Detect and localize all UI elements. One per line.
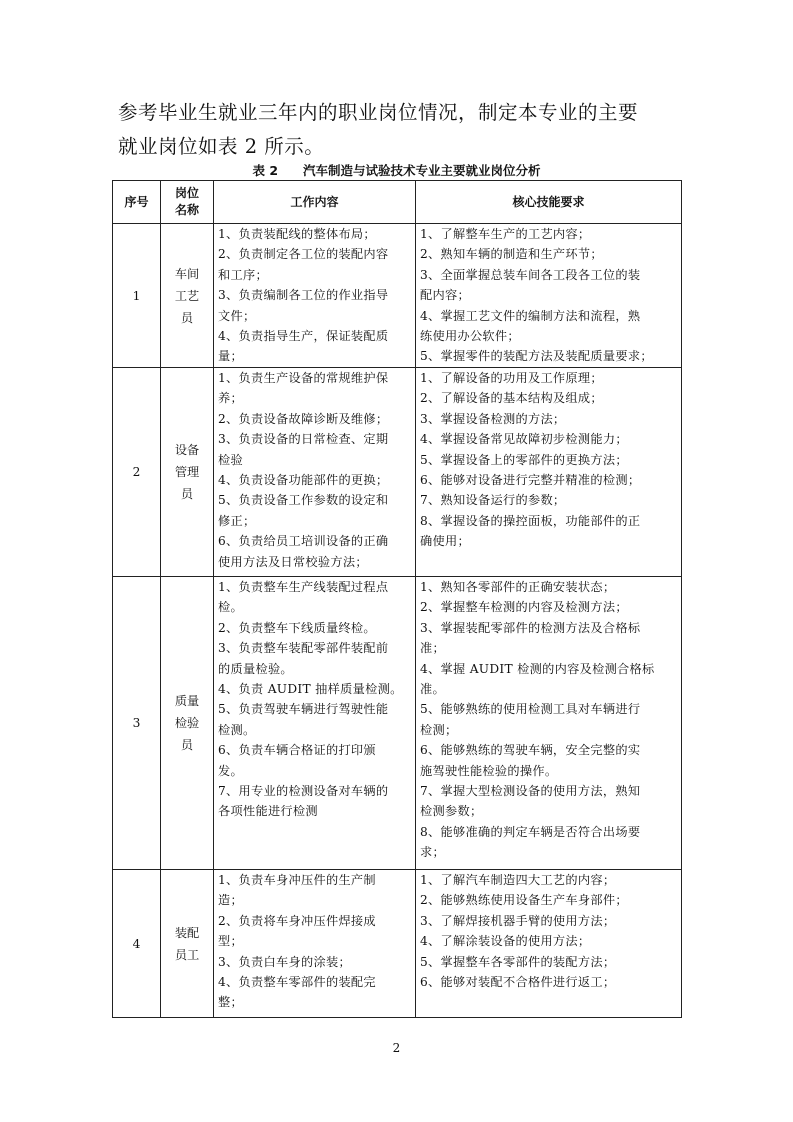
core-skills-line: 2、了解设备的基本结构及组成； — [420, 391, 603, 406]
core-skills-line: 3、了解焊接机器手臂的使用方法； — [420, 913, 616, 928]
role-name-line: 员 — [180, 487, 194, 501]
work-content-line: 养； — [218, 391, 243, 406]
work-content-line: 2、负责整车下线质量终检。 — [218, 620, 376, 635]
core-skills-line: 检测参数； — [420, 804, 483, 819]
work-content-line: 4、负责指导生产，保证装配质 — [218, 329, 389, 344]
core-skills-line: 1、了解汽车制造四大工艺的内容； — [420, 873, 616, 887]
header-role — [161, 181, 214, 224]
work-content-line: 3、负责编制各工位的作业指导 — [218, 288, 389, 303]
work-content-line: 2、负责制定各工位的装配内容 — [218, 247, 389, 262]
role-name-line: 装配 — [174, 925, 200, 940]
core-skills-line: 练使用办公软件； — [420, 329, 520, 344]
role-name-line: 工艺 — [174, 288, 200, 303]
core-skills-line: 7、熟知设备运行的参数； — [420, 493, 566, 508]
header-skills: 核心技能要求 — [416, 181, 682, 224]
core-skills-line: 准； — [420, 641, 445, 656]
role-name — [161, 870, 214, 1018]
table-caption: 表 2 汽车制造与试验技术专业主要就业岗位分析 — [252, 163, 541, 178]
core-skills-line: 确使用； — [420, 534, 470, 549]
work-content-line: 3、负责设备的日常检查、定期 — [218, 432, 389, 447]
work-content-line: 3、负责整车装配零部件装配前 — [218, 641, 389, 656]
core-skills-line: 7、掌握大型检测设备的使用方法，熟知 — [420, 784, 641, 799]
work-content-line: 6、负责给员工培训设备的正确 — [218, 534, 389, 549]
table-row — [113, 577, 682, 870]
role-name-line: 设备 — [174, 443, 200, 457]
core-skills-line: 5、掌握零件的装配方法及装配质量要求； — [420, 349, 653, 364]
work-content — [214, 870, 416, 1018]
core-skills-line: 4、了解涂装设备的使用方法； — [420, 934, 591, 949]
work-content-line: 量； — [218, 349, 243, 364]
intro-paragraph — [118, 96, 683, 164]
work-content-line: 各项性能进行检测 — [218, 804, 318, 819]
role-name-line: 员工 — [174, 947, 200, 962]
role-name — [161, 368, 214, 577]
work-content-line: 的质量检验。 — [218, 661, 293, 676]
role-name-line: 员 — [180, 738, 194, 752]
role-name-line: 质量 — [174, 694, 200, 708]
job-analysis-table — [112, 180, 682, 1018]
core-skills-line: 准。 — [420, 682, 445, 697]
core-skills — [416, 870, 682, 1018]
intro-line-2: 就业岗位如表 2 所示。 — [118, 135, 325, 158]
intro-line-1: 参考毕业生就业三年内的职业岗位情况，制定本专业的主要 — [118, 101, 639, 124]
header-num: 序号 — [113, 181, 161, 224]
header-role-line1: 岗位 — [174, 186, 199, 200]
work-content — [214, 224, 416, 368]
work-content-line: 7、用专业的检测设备对车辆的 — [218, 784, 389, 799]
core-skills-line: 求； — [420, 845, 445, 860]
core-skills-line: 2、能够熟练使用设备生产车身部件； — [420, 893, 628, 908]
core-skills — [416, 577, 682, 870]
work-content-line: 5、负责驾驶车辆进行驾驶性能 — [218, 702, 389, 717]
row-number: 3 — [113, 577, 161, 870]
core-skills-line: 4、掌握 AUDIT 检测的内容及检测合格标 — [420, 661, 655, 676]
table-row — [113, 224, 682, 368]
work-content-line: 1、负责装配线的整体布局； — [218, 227, 376, 241]
work-content-line: 检。 — [218, 600, 243, 615]
core-skills-line: 检测； — [420, 722, 458, 737]
core-skills-line: 8、能够准确的判定车辆是否符合出场要 — [420, 824, 641, 839]
work-content-line: 检测。 — [218, 722, 256, 737]
role-name-line: 员 — [180, 310, 194, 325]
header-work: 工作内容 — [214, 181, 416, 224]
work-content-line: 2、负责设备故障诊断及维修； — [218, 411, 389, 426]
work-content-line: 修正； — [218, 513, 256, 528]
header-role-line2: 名称 — [174, 203, 199, 217]
table-body — [113, 224, 682, 1018]
row-number: 2 — [113, 368, 161, 577]
work-content-line: 5、负责设备工作参数的设定和 — [218, 493, 389, 508]
work-content — [214, 577, 416, 870]
work-content-line: 型； — [218, 934, 243, 949]
core-skills-line: 3、掌握设备检测的方法； — [420, 411, 566, 426]
core-skills-line: 6、能够对设备进行完整并精准的检测； — [420, 473, 641, 488]
work-content-line: 1、负责车身冲压件的生产制 — [218, 873, 376, 887]
work-content-line: 文件； — [218, 308, 256, 323]
role-name — [161, 224, 214, 368]
core-skills-line: 施驾驶性能检验的操作。 — [420, 763, 558, 778]
row-number: 4 — [113, 870, 161, 1018]
core-skills-line: 4、掌握工艺文件的编制方法和流程，熟 — [420, 308, 641, 323]
core-skills-line: 5、掌握整车各零部件的装配方法； — [420, 954, 616, 969]
core-skills-line: 5、能够熟练的使用检测工具对车辆进行 — [420, 702, 641, 717]
core-skills-line: 1、熟知各零部件的正确安装状态； — [420, 580, 616, 594]
core-skills-line: 8、掌握设备的操控面板，功能部件的正 — [420, 513, 641, 528]
work-content-line: 3、负责白车身的涂装； — [218, 954, 351, 969]
work-content — [214, 368, 416, 577]
work-content-line: 检验 — [218, 452, 243, 467]
work-content-line: 4、负责设备功能部件的更换； — [218, 473, 389, 488]
work-content-line: 整； — [218, 995, 243, 1010]
core-skills-line: 2、掌握整车检测的内容及检测方法； — [420, 600, 628, 615]
core-skills-line: 2、熟知车辆的制造和生产环节； — [420, 247, 603, 262]
work-content-line: 1、负责生产设备的常规维护保 — [218, 371, 389, 385]
table-row — [113, 368, 682, 577]
core-skills-line: 4、掌握设备常见故障初步检测能力； — [420, 432, 628, 447]
page-number: 2 — [392, 1041, 401, 1055]
core-skills-line: 6、能够对装配不合格件进行返工； — [420, 975, 616, 990]
role-name-line: 检验 — [174, 716, 200, 730]
role-name-line: 车间 — [174, 266, 200, 281]
work-content-line: 4、负责整车零部件的装配完 — [218, 975, 376, 990]
work-content-line: 2、负责将车身冲压件焊接成 — [218, 913, 376, 928]
core-skills-line: 5、掌握设备上的零部件的更换方法； — [420, 452, 628, 467]
work-content-line: 和工序； — [218, 267, 268, 282]
core-skills-line: 3、掌握装配零部件的检测方法及合格标 — [420, 620, 641, 635]
table-header-row — [113, 181, 682, 224]
core-skills-line: 6、能够熟练的驾驶车辆，安全完整的实 — [420, 743, 641, 758]
work-content-line: 造； — [218, 893, 243, 908]
role-name — [161, 577, 214, 870]
core-skills — [416, 224, 682, 368]
row-number: 1 — [113, 224, 161, 368]
core-skills-line: 1、了解设备的功用及工作原理； — [420, 371, 603, 385]
core-skills-line: 1、了解整车生产的工艺内容； — [420, 227, 591, 241]
core-skills-line: 配内容； — [420, 288, 470, 303]
work-content-line: 4、负责 AUDIT 抽样质量检测。 — [218, 682, 403, 697]
role-name-line: 管理 — [174, 465, 200, 479]
core-skills — [416, 368, 682, 577]
core-skills-line: 3、全面掌握总装车间各工段各工位的装 — [420, 267, 641, 282]
work-content-line: 1、负责整车生产线装配过程点 — [218, 580, 389, 594]
work-content-line: 使用方法及日常校验方法； — [218, 554, 368, 569]
work-content-line: 6、负责车辆合格证的打印颁 — [218, 743, 376, 758]
table-row — [113, 870, 682, 1018]
work-content-line: 发。 — [218, 763, 243, 778]
